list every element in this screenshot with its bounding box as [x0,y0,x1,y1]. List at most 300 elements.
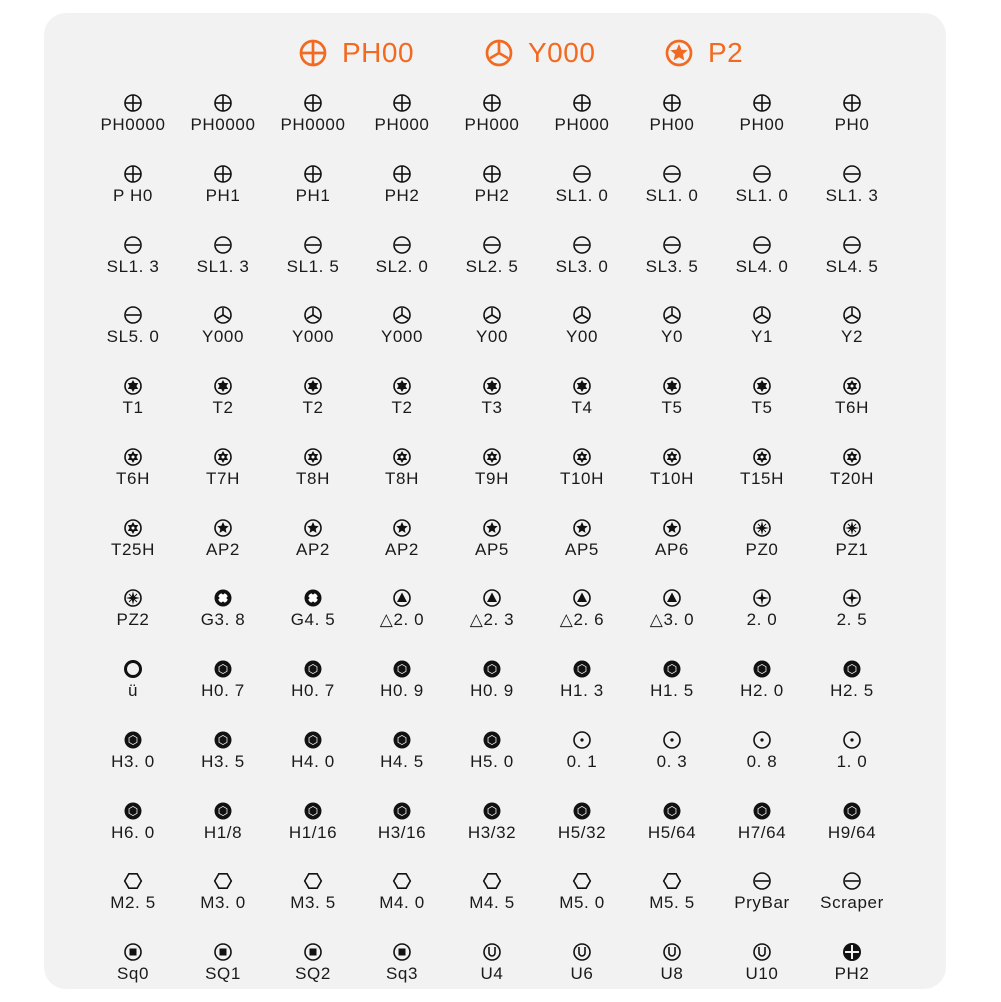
bit-cell [717,447,807,507]
bit-label: 2. 5 [836,610,868,630]
tri-wing-icon [752,305,772,325]
bit-label: M5. 5 [649,893,695,913]
bit-cell [627,305,717,365]
bit-label: M5. 0 [559,893,605,913]
bit-label: 0. 3 [656,751,688,771]
bit-cell [717,801,807,861]
torx-icon [482,376,502,396]
bit-cell [537,93,627,153]
bit-label: T4 [571,398,593,417]
phillips-icon [303,93,323,113]
bit-label: T5 [661,398,683,417]
bit-cell [357,93,447,153]
dot-circle-icon [572,730,592,750]
bit-label: U6 [570,964,594,983]
bit-cell [268,871,358,931]
hex-socket-icon [123,871,143,891]
torx-security-icon [572,447,592,467]
bit-cell [357,801,447,861]
bit-label: H5/32 [557,822,607,842]
bit-label: PH2 [474,185,510,205]
triangle-icon [662,588,682,608]
hex-socket-icon [392,871,412,891]
bit-cell [627,518,717,578]
bit-cell [268,447,358,507]
bit-cell [447,871,537,931]
square-icon [213,942,233,962]
bit-label: PH00 [739,115,785,134]
torx-security-icon [392,447,412,467]
gamebit-icon [303,588,323,608]
bit-label: T8H [385,468,419,488]
bit-cell [537,376,627,436]
bit-label: M4. 5 [469,893,515,913]
bit-label: PH0000 [280,115,346,134]
bit-label: AP2 [385,539,419,559]
ring-icon [123,659,143,679]
bit-label: Y00 [565,327,599,347]
bit-label: PH1 [295,185,331,205]
bit-label: SL3. 0 [555,256,609,276]
bit-label: T25H [111,539,155,559]
bit-label: Y1 [751,327,773,347]
dot-circle-icon [662,730,682,750]
bit-label: T10H [650,468,694,488]
bit-label: U8 [660,964,684,983]
triangle-icon [572,588,592,608]
bit-cell [627,942,717,1002]
bit-label: U10 [745,964,779,983]
bit-cell [268,376,358,436]
slotted-icon [842,164,862,184]
bit-cell [88,518,178,578]
phillips-icon [482,93,502,113]
bit-cell [537,942,627,1002]
slotted-icon [842,235,862,255]
hex-icon [662,659,682,679]
slotted-icon [213,235,233,255]
gamebit-icon [213,588,233,608]
hex-icon [482,730,502,750]
triangle-icon [392,588,412,608]
bit-label: H0. 7 [201,681,245,700]
bit-cell [627,588,717,648]
bit-label: H0. 7 [291,681,335,700]
bit-cell [178,164,268,224]
phillips-icon [752,93,772,113]
bit-label: △2. 0 [379,610,425,630]
bit-label: H3/16 [377,822,427,842]
hex-icon [392,659,412,679]
pozidriv-icon [752,518,772,538]
bit-cell [178,588,268,648]
bit-cell [807,164,897,224]
triangle-icon [482,588,502,608]
bit-cell [537,447,627,507]
bit-label: SL1. 0 [735,185,789,205]
slotted-icon [123,235,143,255]
bit-label: H1. 3 [560,681,604,700]
bit-label: T3 [481,398,503,417]
hex-icon [482,801,502,821]
torx-icon [572,376,592,396]
bit-label: PH2 [384,185,420,205]
bit-label: H3/32 [467,822,517,842]
bit-label: SL1. 3 [106,256,160,276]
bit-cell [447,730,537,790]
bit-label: SL1. 3 [825,185,879,205]
bit-label: SL3. 5 [645,256,699,276]
tri-wing-icon [213,305,233,325]
bit-label: G4. 5 [290,610,336,630]
pentalobe-icon [213,518,233,538]
slotted-icon [123,305,143,325]
bit-cell [357,447,447,507]
bit-cell [717,93,807,153]
bit-cell [88,659,178,719]
bit-label: U4 [480,964,504,983]
hex-socket-icon [213,871,233,891]
torx-security-icon [482,447,502,467]
bit-label: △2. 3 [469,610,515,630]
bit-cell [537,305,627,365]
bit-label: SL1. 0 [645,185,699,205]
bit-cell [807,942,897,1002]
bit-cell [447,801,537,861]
slotted-icon [392,235,412,255]
bit-cell [537,588,627,648]
bit-label: Y00 [475,327,509,347]
pentalobe-icon [392,518,412,538]
bit-cell [447,588,537,648]
hex-socket-icon [572,871,592,891]
bit-cell [627,93,717,153]
phillips-icon [482,164,502,184]
bit-cell [88,588,178,648]
bit-label: PH0000 [190,115,256,134]
tri-wing-icon [392,305,412,325]
bit-cell [717,164,807,224]
torx-security-icon [662,447,682,467]
phillips-icon [213,164,233,184]
hex-icon [392,801,412,821]
bit-label: T2 [391,398,413,417]
slotted-icon [303,235,323,255]
bit-label: T20H [830,468,874,488]
bit-cell [627,376,717,436]
bit-label: T6H [116,468,150,488]
hex-icon [213,801,233,821]
u-shape-icon [662,942,682,962]
phillips-icon [662,93,682,113]
bit-label: SL1. 0 [555,185,609,205]
hex-icon [752,801,772,821]
bit-label: SL1. 3 [196,256,250,276]
bit-cell [537,518,627,578]
bit-cell [178,376,268,436]
bit-label: T15H [740,468,784,488]
bit-label: H4. 5 [380,751,424,771]
slotted-icon [842,871,862,891]
hex-socket-icon [303,871,323,891]
bit-label: T8H [296,468,330,488]
bit-cell [88,871,178,931]
bit-label: H1/16 [288,822,338,842]
tri-wing-icon [482,305,502,325]
pentalobe-icon [572,518,592,538]
torx-security-icon [213,447,233,467]
torx-security-icon [123,447,143,467]
slotted-icon [752,871,772,891]
torx-security-icon [842,447,862,467]
bit-cell [717,305,807,365]
bit-cell [807,305,897,365]
bit-cell [537,235,627,295]
bit-label: △3. 0 [649,610,695,630]
hex-icon [303,730,323,750]
bit-cell [627,659,717,719]
bit-label: 0. 1 [566,751,598,771]
bit-label: H6. 0 [111,822,155,842]
bit-cell [88,164,178,224]
bit-cell [88,235,178,295]
u-shape-icon [572,942,592,962]
phillips-icon [213,93,233,113]
bit-cell [178,447,268,507]
bit-label: PZ1 [835,539,869,559]
bit-cell [447,164,537,224]
bit-label: Y0 [661,327,683,347]
bit-cell [178,305,268,365]
bit-cell [807,376,897,436]
bit-cell [178,942,268,1002]
bit-cell [807,447,897,507]
bit-cell [357,235,447,295]
bit-cell [717,871,807,931]
bit-cell [537,871,627,931]
bit-cell [357,588,447,648]
header-item-label: P2 [708,37,744,68]
bit-cell [357,871,447,931]
bit-cell [717,235,807,295]
bit-cell [268,730,358,790]
bit-cell [88,730,178,790]
tri-wing-icon [842,305,862,325]
bit-cell [537,730,627,790]
bit-label: 1. 0 [836,751,868,771]
bit-cell [717,942,807,1002]
bit-label: SL2. 5 [465,256,519,276]
bit-label: SQ2 [295,964,331,983]
bit-cell [357,305,447,365]
bit-label: SL1. 5 [286,256,340,276]
phillips-icon [392,164,412,184]
bit-cell [537,164,627,224]
bit-label: M2. 5 [110,893,156,913]
bit-cell [178,730,268,790]
bit-cell [717,588,807,648]
bit-label: H1. 5 [650,681,694,700]
bit-cell [268,518,358,578]
hex-icon [752,659,772,679]
bit-cell [268,942,358,1002]
bit-label: AP5 [565,539,599,559]
bit-label: H1/8 [203,822,243,842]
bit-label: T9H [475,468,509,488]
bit-label: M3. 0 [200,893,246,913]
hex-icon [572,659,592,679]
bit-label: Sq3 [385,964,419,983]
bit-label: T6H [835,398,869,417]
bit-label: PH2 [834,964,870,983]
bit-label: PH000 [464,115,520,134]
bit-cell [807,93,897,153]
bit-label: H0. 9 [470,681,514,700]
bit-cell [627,447,717,507]
bit-label: Y2 [841,327,863,347]
bit-cell [88,93,178,153]
bit-cell [627,164,717,224]
bit-label: H7/64 [737,822,787,842]
bit-cell [88,376,178,436]
bit-cell [807,659,897,719]
torx-icon [303,376,323,396]
dot-circle-icon [752,730,772,750]
bit-cell [717,376,807,436]
bit-cell [627,730,717,790]
bit-cell [807,730,897,790]
bit-cell [717,659,807,719]
bit-cell [537,659,627,719]
bit-label: SL4. 0 [735,256,789,276]
phillips-solid-icon [842,942,862,962]
bit-cell [447,235,537,295]
bit-cell [447,305,537,365]
torx-icon [752,376,772,396]
hex-icon [213,730,233,750]
bit-cell [627,235,717,295]
bit-label: PH00 [649,115,695,134]
bit-label: H0. 9 [380,681,424,700]
bit-label: T1 [122,398,144,417]
bit-label: Y000 [201,327,245,347]
bit-label: AP6 [655,539,689,559]
bit-label: SL4. 5 [825,256,879,276]
torx-icon [123,376,143,396]
bit-label: PZ2 [116,610,150,630]
bit-label: M4. 0 [379,893,425,913]
bit-label: PH1 [205,185,241,205]
hex-icon [123,801,143,821]
bit-label: SL5. 0 [106,327,160,347]
bit-label: △2. 6 [559,610,605,630]
torx-security-icon [752,447,772,467]
cross-icon [752,588,772,608]
bit-label: Y000 [291,327,335,347]
bit-cell [178,659,268,719]
tri-wing-icon [572,305,592,325]
bit-cell [268,588,358,648]
slotted-icon [662,235,682,255]
bit-label: PH0 [834,115,870,134]
bit-cell [717,518,807,578]
hex-icon [123,730,143,750]
cross-icon [842,588,862,608]
bit-cell [357,518,447,578]
bit-cell [357,164,447,224]
header-item-label: Y000 [528,37,596,68]
bit-label: T2 [302,398,324,417]
phillips-icon [842,93,862,113]
slotted-icon [572,164,592,184]
slotted-icon [752,235,772,255]
bit-label: PH0000 [100,115,166,134]
tri-wing-icon [662,305,682,325]
tri-wing-icon [303,305,323,325]
hex-icon [303,801,323,821]
bit-label: 0. 8 [746,751,778,771]
bit-label: T2 [212,398,234,417]
bit-cell [268,659,358,719]
bit-cell [357,730,447,790]
bit-label: AP2 [296,539,330,559]
bit-cell [88,305,178,365]
bit-label: H5. 0 [470,751,514,771]
bit-label: SQ1 [205,964,241,983]
bit-label: ü [127,681,139,700]
slotted-icon [752,164,772,184]
phillips-icon [572,93,592,113]
bit-cell [627,801,717,861]
bit-cell [357,942,447,1002]
bit-label: T5 [751,398,773,417]
bit-label: AP5 [475,539,509,559]
hex-icon [572,801,592,821]
header-item-label: PH00 [342,37,415,68]
bit-cell [447,942,537,1002]
hex-icon [303,659,323,679]
bit-cell [447,447,537,507]
phillips-icon [123,164,143,184]
bit-cell [807,518,897,578]
hex-icon [842,801,862,821]
slotted-icon [572,235,592,255]
bit-cell [88,801,178,861]
bit-label: PZ0 [745,539,779,559]
bit-label: H5/64 [647,822,697,842]
bit-cell [268,164,358,224]
bit-cell [178,93,268,153]
torx-security-icon [303,447,323,467]
bit-label: SL2. 0 [375,256,429,276]
phillips-icon [392,93,412,113]
bit-cell [447,93,537,153]
bit-label: Y000 [380,327,424,347]
bit-cell [178,871,268,931]
slotted-icon [662,164,682,184]
torx-security-icon [842,376,862,396]
bit-cell [178,518,268,578]
square-icon [392,942,412,962]
bit-label: H2. 0 [740,681,784,700]
bit-label: P H0 [113,185,153,205]
bit-label: T7H [206,468,240,488]
bit-cell [268,235,358,295]
bit-label: PH000 [554,115,610,134]
slotted-icon [482,235,502,255]
bit-label: PH000 [374,115,430,134]
bit-cell [178,235,268,295]
